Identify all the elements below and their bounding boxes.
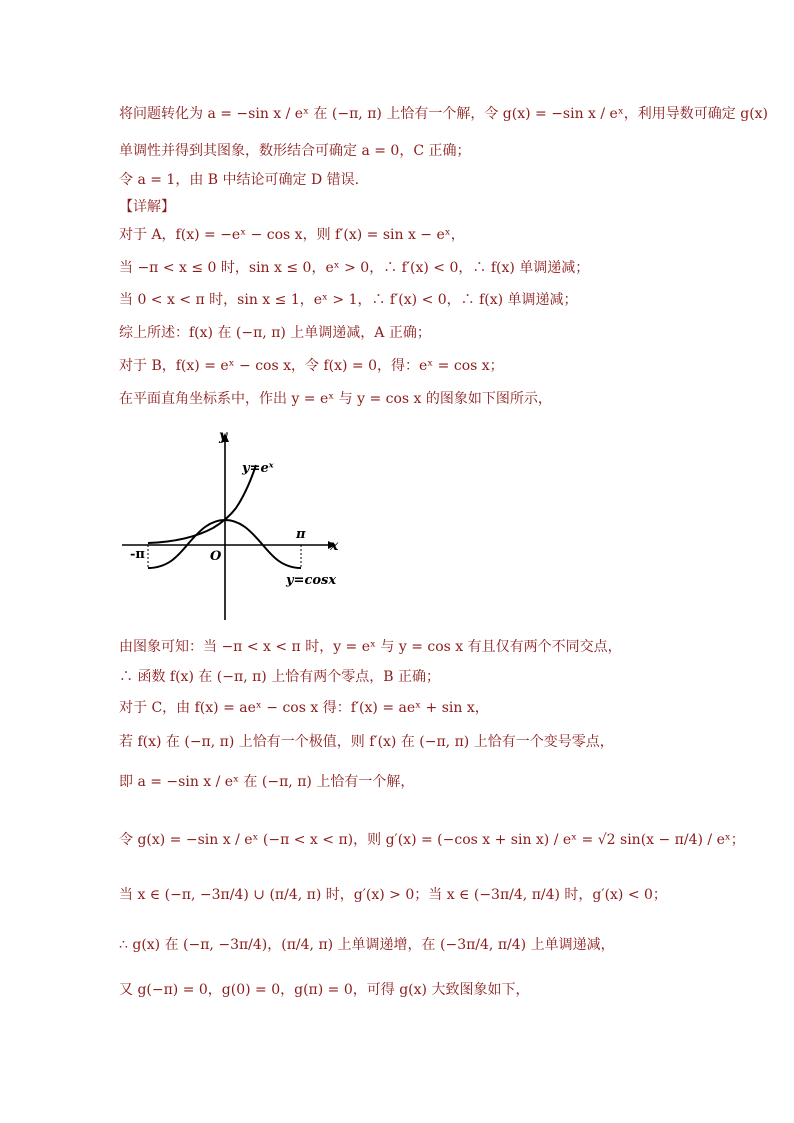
text-line-14: 若 f(x) 在 (−π, π) 上恰有一个极值，则 f′(x) 在 (−π, π) 上恰有一个变号零点， — [119, 734, 614, 750]
detail-heading: 【详解】 — [119, 199, 175, 215]
text-line-9: 对于 B，f(x) = eˣ − cos x，令 f(x) = 0，得：eˣ = cos x； — [119, 358, 504, 374]
text-line-15: 即 a = −sin x / eˣ 在 (−π, π) 上恰有一个解， — [119, 774, 415, 790]
text-line-5: 对于 A，f(x) = −eˣ − cos x，则 f′(x) = sin x − eˣ， — [119, 227, 465, 243]
text-line-1: 将问题转化为 a = −sin x / eˣ 在 (−π, π) 上恰有一个解，令 g(x) = −sin x / eˣ，利用导数可确定 g(x) — [119, 106, 769, 122]
text-line-11: 由图象可知：当 −π < x < π 时，y = eˣ 与 y = cos x 有且仅有两个不同交点， — [119, 639, 622, 655]
text-line-3: 令 a = 1，由 B 中结论可确定 D 错误. — [119, 172, 360, 188]
exp-curve-label: y=eˣ — [242, 461, 274, 476]
text-line-7: 当 0 < x < π 时，sin x ≤ 1，eˣ > 1，∴ f′(x) < 0，∴ f(x) 单调递减； — [119, 292, 578, 308]
text-line-18: ∴ g(x) 在 (−π, −3π/4)，(π/4, π) 上单调递增，在 (−3π/4, π/4) 上单调递减， — [119, 937, 615, 953]
text-line-2: 单调性并得到其图象，数形结合可确定 a = 0，C 正确； — [119, 143, 471, 159]
text-line-10: 在平面直角坐标系中，作出 y = eˣ 与 y = cos x 的图象如下图所示， — [119, 391, 552, 407]
text-line-8: 综上所述：f(x) 在 (−π, π) 上单调递减，A 正确； — [119, 325, 431, 341]
pi-label: π — [296, 527, 306, 542]
function-graph-figure — [118, 420, 348, 625]
text-line-13: 对于 C，由 f(x) = aeˣ − cos x 得：f′(x) = aeˣ + sin x， — [119, 700, 489, 716]
cos-curve-label: y=cosx — [286, 573, 337, 588]
y-axis-label: y — [219, 428, 228, 444]
text-line-12: ∴ 函数 f(x) 在 (−π, π) 上恰有两个零点，B 正确； — [119, 669, 440, 685]
neg-pi-label: -π — [130, 547, 145, 562]
x-axis-label: x — [330, 538, 339, 554]
origin-label: O — [210, 549, 222, 564]
text-line-19: 又 g(−π) = 0，g(0) = 0，g(π) = 0，可得 g(x) 大致图象如下， — [119, 982, 530, 998]
text-line-17: 当 x ∈ (−π, −3π/4) ∪ (π/4, π) 时，g′(x) > 0；当 x ∈ (−3π/4, π/4) 时，g′(x) < 0； — [119, 887, 667, 903]
exp-curve — [148, 465, 256, 543]
text-line-16: 令 g(x) = −sin x / eˣ (−π < x < π)，则 g′(x) = (−cos x + sin x) / eˣ = √2 sin(x − π/4) / eˣ； — [119, 832, 745, 848]
text-line-6: 当 −π < x ≤ 0 时，sin x ≤ 0，eˣ > 0，∴ f′(x) < 0，∴ f(x) 单调递减； — [119, 260, 590, 276]
